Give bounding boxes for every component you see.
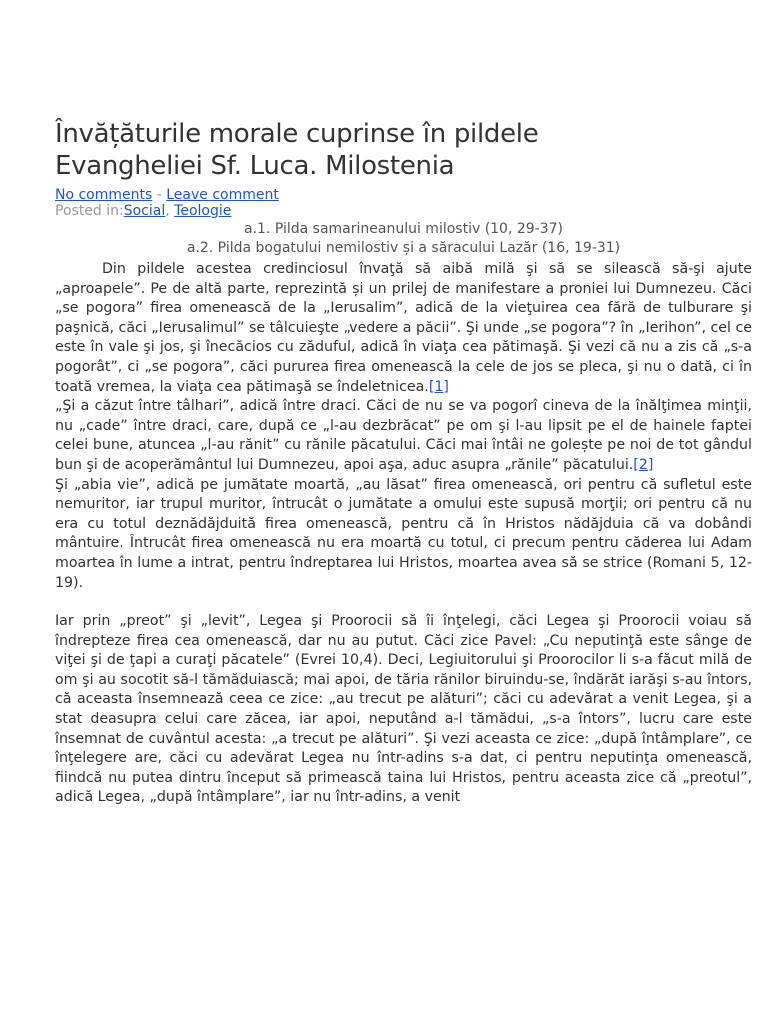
category-link-social[interactable]: Social xyxy=(123,203,166,219)
article-title xyxy=(55,118,752,182)
categories-line xyxy=(55,203,752,219)
posted-in-label: Posted in: xyxy=(55,203,124,219)
category-separator: , xyxy=(165,203,175,219)
paragraph-2-text: „Şi a căzut între tâlhari”, adică între draci. Căci de nu se va pogorî cineva de la înălţimea minţii, nu „cade” între draci, care, după ce „l-au dezbrăcat” pe om şi l-au lipsit pe el de hainele faptei celei bune, atuncea „l-au rănit” cu rănile păcatului. Căci mai întâi ne golește pe noi de tot gândul bun şi de acoperământul lui Dumnezeu, apoi aşa, aduc asupra „rănile” păcatului. xyxy=(55,398,752,473)
leave-comment-link[interactable]: Leave comment xyxy=(166,187,279,203)
paragraph-1-text: Din pildele acestea credinciosul învaţă să aibă milă şi să se silească să-şi ajute „aproapele”. Pe de altă parte, reprezintă și un prilej de manifestare a proniei lui Dumnezeu. Căci „se pogora” firea omenească de la „Ierusalim”, adică de la vieţuirea cea fără de tulburare şi paşnică, căci „Ierusalimul” se tâlcuieşte „vedere a păcii”. Şi unde „se pogora”? în „Ierihon”, cel ce este în vale şi jos, şi înecăcios cu zăduful, adică în viaţa cea pătimaşă. Şi vezi că nu a zis că „s-a pogorât”, ci „se pogora”, căci pururea firea omenească la cele de jos se pleca, şi nu o dată, ci în toată vremea, la viaţa cea pătimaşă se îndeletnicea. xyxy=(55,261,752,395)
article-body xyxy=(55,260,752,808)
footnote-link-2[interactable]: [2] xyxy=(633,456,654,473)
footnote-link-1[interactable]: [1] xyxy=(428,378,449,395)
paragraph-2 xyxy=(55,397,752,475)
article xyxy=(55,118,752,808)
section-subheadings xyxy=(55,220,752,258)
subheading-a1: a.1. Pilda samarineanului milostiv (10, 29-37) xyxy=(243,221,564,237)
paragraph-4: Iar prin „preot” şi „levit”, Legea şi Proorocii să îi înţelegi, căci Legea şi Proorocii voiau să îndrepteze firea cea omenească, dar nu au putut. Căci zice Pavel: „Cu neputinţă este sânge de viţei şi de ţapi a curaţi păcatele” (Evrei 10,4). Deci, Legiuitorului şi Proorocilor li s-a făcut milă de om şi au socotit să-l tămăduiască; mai apoi, de tăria rănilor biruindu-se, îndărăt iarăşi s-au întors, că aceasta însemnează ceea ce zice: „au trecut pe alături”; căci cu adevărat a venit Legea, şi a stat deasupra celui care zăcea, iar apoi, neputând a-l tămădui, „s-a întors”, lucru care este însemnat de cuvântul acesta: „a trecut pe alături”. Şi vezi aceasta ce zice: „după întâmplare”, ce înţelegere are, căci cu adevărat Legea nu într-adins s-a dat, ci pentru neputinţa omenească, fiindcă nu putea dintru început să primească taina lui Hristos, pentru aceasta zice că „preotul”, adică Legea, „după întâmplare”, iar nu într-adins, a venit xyxy=(55,613,752,806)
no-comments-link[interactable]: No comments xyxy=(55,187,153,203)
paragraph-3: Şi „abia vie”, adică pe jumătate moartă, „au lăsat” firea omenească, ori pentru că sufletul este nemuritor, iar trupul muritor, întrucât o jumătate a omului este supusă morţii; ori pentru că nu era cu totul deznădăjduită firea omenească, pentru că în Hristos nădăjduia că va dobândi mântuire. Întrucât firea omenească nu era moartă cu totul, ci precum pentru căderea lui Adam moartea în lume a intrat, pentru îndreptarea lui Hristos, moartea avea să se strice (Romani 5, 12-19). xyxy=(55,476,752,591)
comments-line xyxy=(55,187,752,203)
subheading-a2: a.2. Pilda bogatului nemilostiv și a săracului Lazăr (16, 19-31) xyxy=(186,240,621,256)
category-link-teologie[interactable]: Teologie xyxy=(174,203,232,219)
article-title-line-1: Învățăturile morale cuprinse în pildele xyxy=(55,119,539,149)
post-meta xyxy=(55,187,752,219)
article-title-line-2: Evangheliei Sf. Luca. Milostenia xyxy=(55,151,455,181)
paragraph-1 xyxy=(55,260,752,397)
meta-separator: - xyxy=(152,187,167,203)
